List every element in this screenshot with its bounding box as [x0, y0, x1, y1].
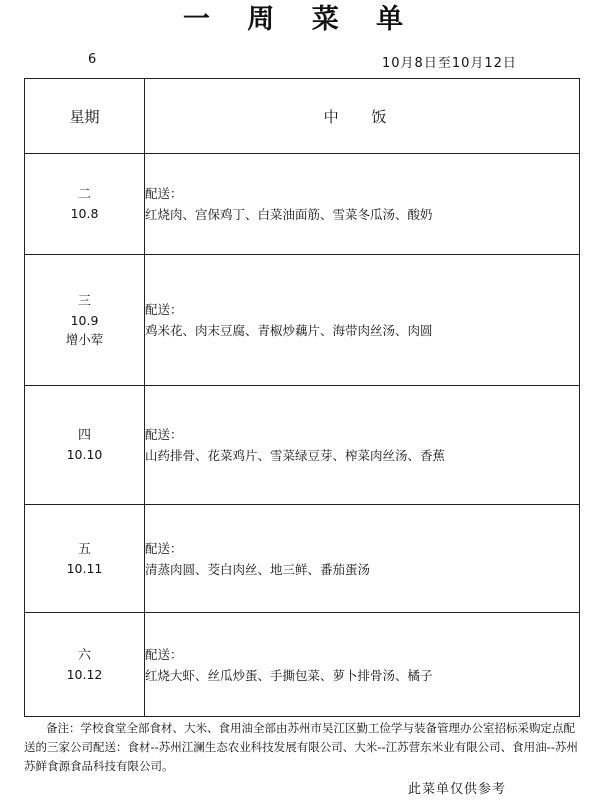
week-number: 6: [88, 52, 97, 67]
day-name: 二: [77, 187, 91, 202]
day-cell: [25, 505, 145, 613]
day-date: 10.8: [70, 206, 99, 221]
header-meal: 中 饭: [145, 79, 580, 154]
day-date: 10.12: [66, 666, 103, 682]
footnote: 备注：学校食堂全部食材、大米、食用油全部由苏州市吴江区勤工俭学与装备管理办公室招标采购定点配送的三家公司配送：食材--苏州江澜生态农业科技发展有限公司、大米--江苏营东米业有限公司、食用油--苏州苏鲜食源食品科技有限公司。: [24, 721, 578, 773]
meal-label: 配送：: [145, 540, 183, 556]
table-row: [25, 154, 580, 255]
table-header-row: [25, 79, 580, 154]
day-name: 三: [77, 293, 91, 309]
day-date: 10.10: [66, 447, 103, 462]
meal-cell: [145, 505, 580, 613]
day-cell: [25, 386, 145, 505]
day-cell: [25, 154, 145, 255]
meal-dishes: 红烧肉、宫保鸡丁、白菜油面筋、雪菜冬瓜汤、酸奶: [145, 207, 433, 222]
meal-dishes: 清蒸肉圆、茭白肉丝、地三鲜、番茄蛋汤: [145, 561, 371, 577]
meal-dishes: 鸡米花、肉末豆腐、青椒炒藕片、海带肉丝汤、肉圆: [145, 323, 433, 338]
table-row: [25, 613, 580, 717]
meal-cell: [145, 255, 580, 386]
day-name: 六: [77, 647, 91, 663]
page-title: 一 周 菜 单: [182, 4, 418, 35]
disclaimer: 此菜单仅供参考: [408, 782, 507, 797]
meal-cell: [145, 613, 580, 717]
meal-label: 配送：: [145, 646, 183, 662]
day-name: 五: [77, 541, 91, 557]
date-range: 10月8日至10月12日: [382, 56, 517, 71]
meal-label: 配送：: [145, 302, 183, 317]
meal-cell: [145, 386, 580, 505]
meal-dishes: 山药排骨、花菜鸡片、雪菜绿豆芽、榨菜肉丝汤、香蕉: [145, 448, 446, 463]
meal-label: 配送：: [145, 427, 183, 442]
day-date: 10.9: [70, 312, 99, 328]
meal-dishes: 红烧大虾、丝瓜炒蛋、手撕包菜、萝卜排骨汤、橘子: [145, 667, 433, 683]
table-row: [25, 255, 580, 386]
header-day: 星期: [25, 79, 145, 154]
day-cell: [25, 613, 145, 717]
meal-cell: [145, 154, 580, 255]
table-row: [25, 505, 580, 613]
meal-label: 配送：: [145, 186, 183, 201]
table-row: [25, 386, 580, 505]
day-date: 10.11: [66, 560, 103, 576]
day-note: 增小荤: [65, 331, 104, 347]
day-cell: [25, 255, 145, 386]
menu-table: [24, 78, 580, 717]
day-name: 四: [77, 428, 91, 443]
